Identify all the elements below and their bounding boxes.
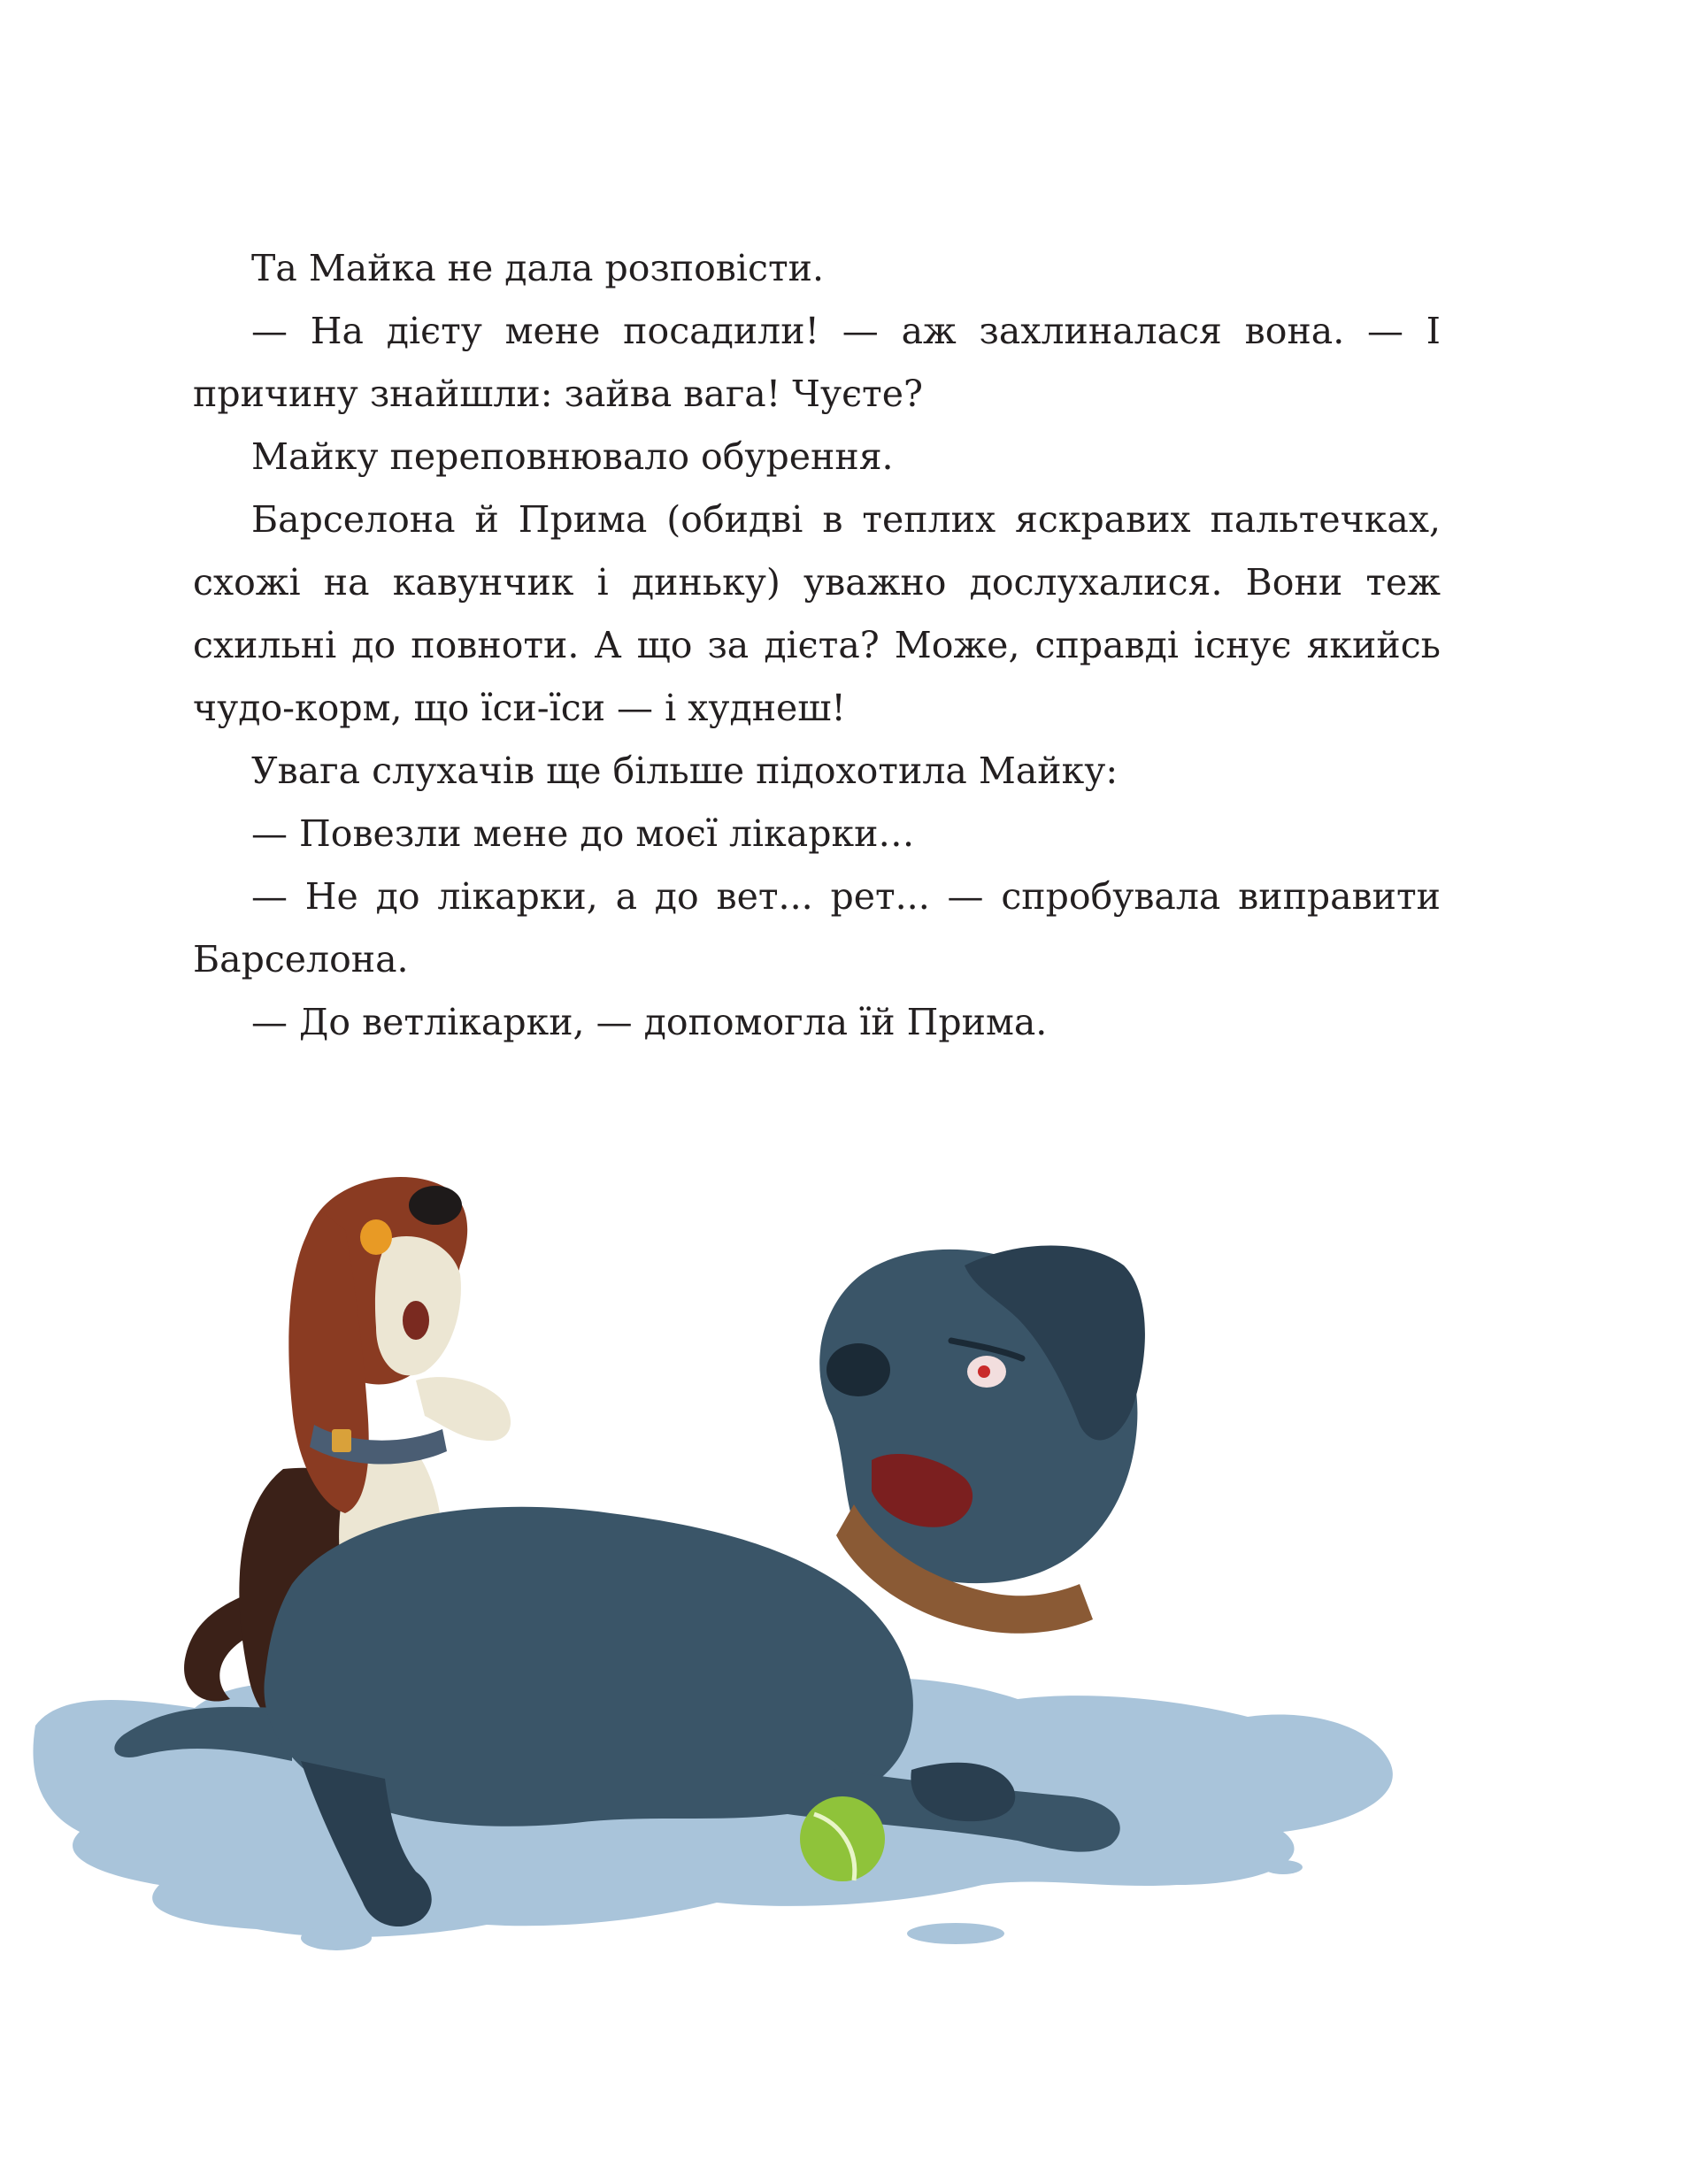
tennis-ball xyxy=(800,1796,885,1881)
black-dog-nose xyxy=(826,1343,890,1396)
paragraph-2: — На дієту мене посадили! — аж захлиналася вона. — І причину знайшли: зайва вага! Чуєте? xyxy=(193,310,1441,415)
beagle-paw xyxy=(416,1377,511,1441)
beagle-mouth xyxy=(403,1301,429,1340)
paragraph-4: Барселона й Прима (обидві в теплих яскравих пальтечках, схожі на кавунчик і диньку) уважно дослухалися. Вони теж схильні до повноти. А що за дієта? Може, справді існує якийсь чудо-корм, що їси-їси — і худнеш! xyxy=(193,498,1441,729)
paragraph-5: Увага слухачів ще більше підохотила Майку: xyxy=(251,750,1119,792)
paragraph-1: Та Майка не дала розповісти. xyxy=(251,247,825,289)
puddle-drop xyxy=(301,1926,372,1950)
paragraph-6: — Повезли мене до моєї лікарки… xyxy=(251,812,915,855)
puddle-drop xyxy=(907,1923,1004,1944)
beagle-nose xyxy=(409,1186,462,1225)
paragraph-3: Майку переповнювало обурення. xyxy=(251,435,894,478)
black-dog-eye-pupil xyxy=(978,1365,990,1378)
beagle-collar-buckle xyxy=(332,1429,351,1452)
story-text xyxy=(193,237,1441,1054)
puddle-drop xyxy=(1264,1860,1303,1874)
paragraph-7: — Не до лікарки, а до вет... рет... — спробувала виправити Барселона. xyxy=(193,875,1441,980)
beagle-eye xyxy=(360,1219,392,1255)
paragraph-8: — До ветлікарки, — допомогла їй Прима. xyxy=(251,1001,1048,1043)
dogs-illustration xyxy=(27,1088,1478,2026)
